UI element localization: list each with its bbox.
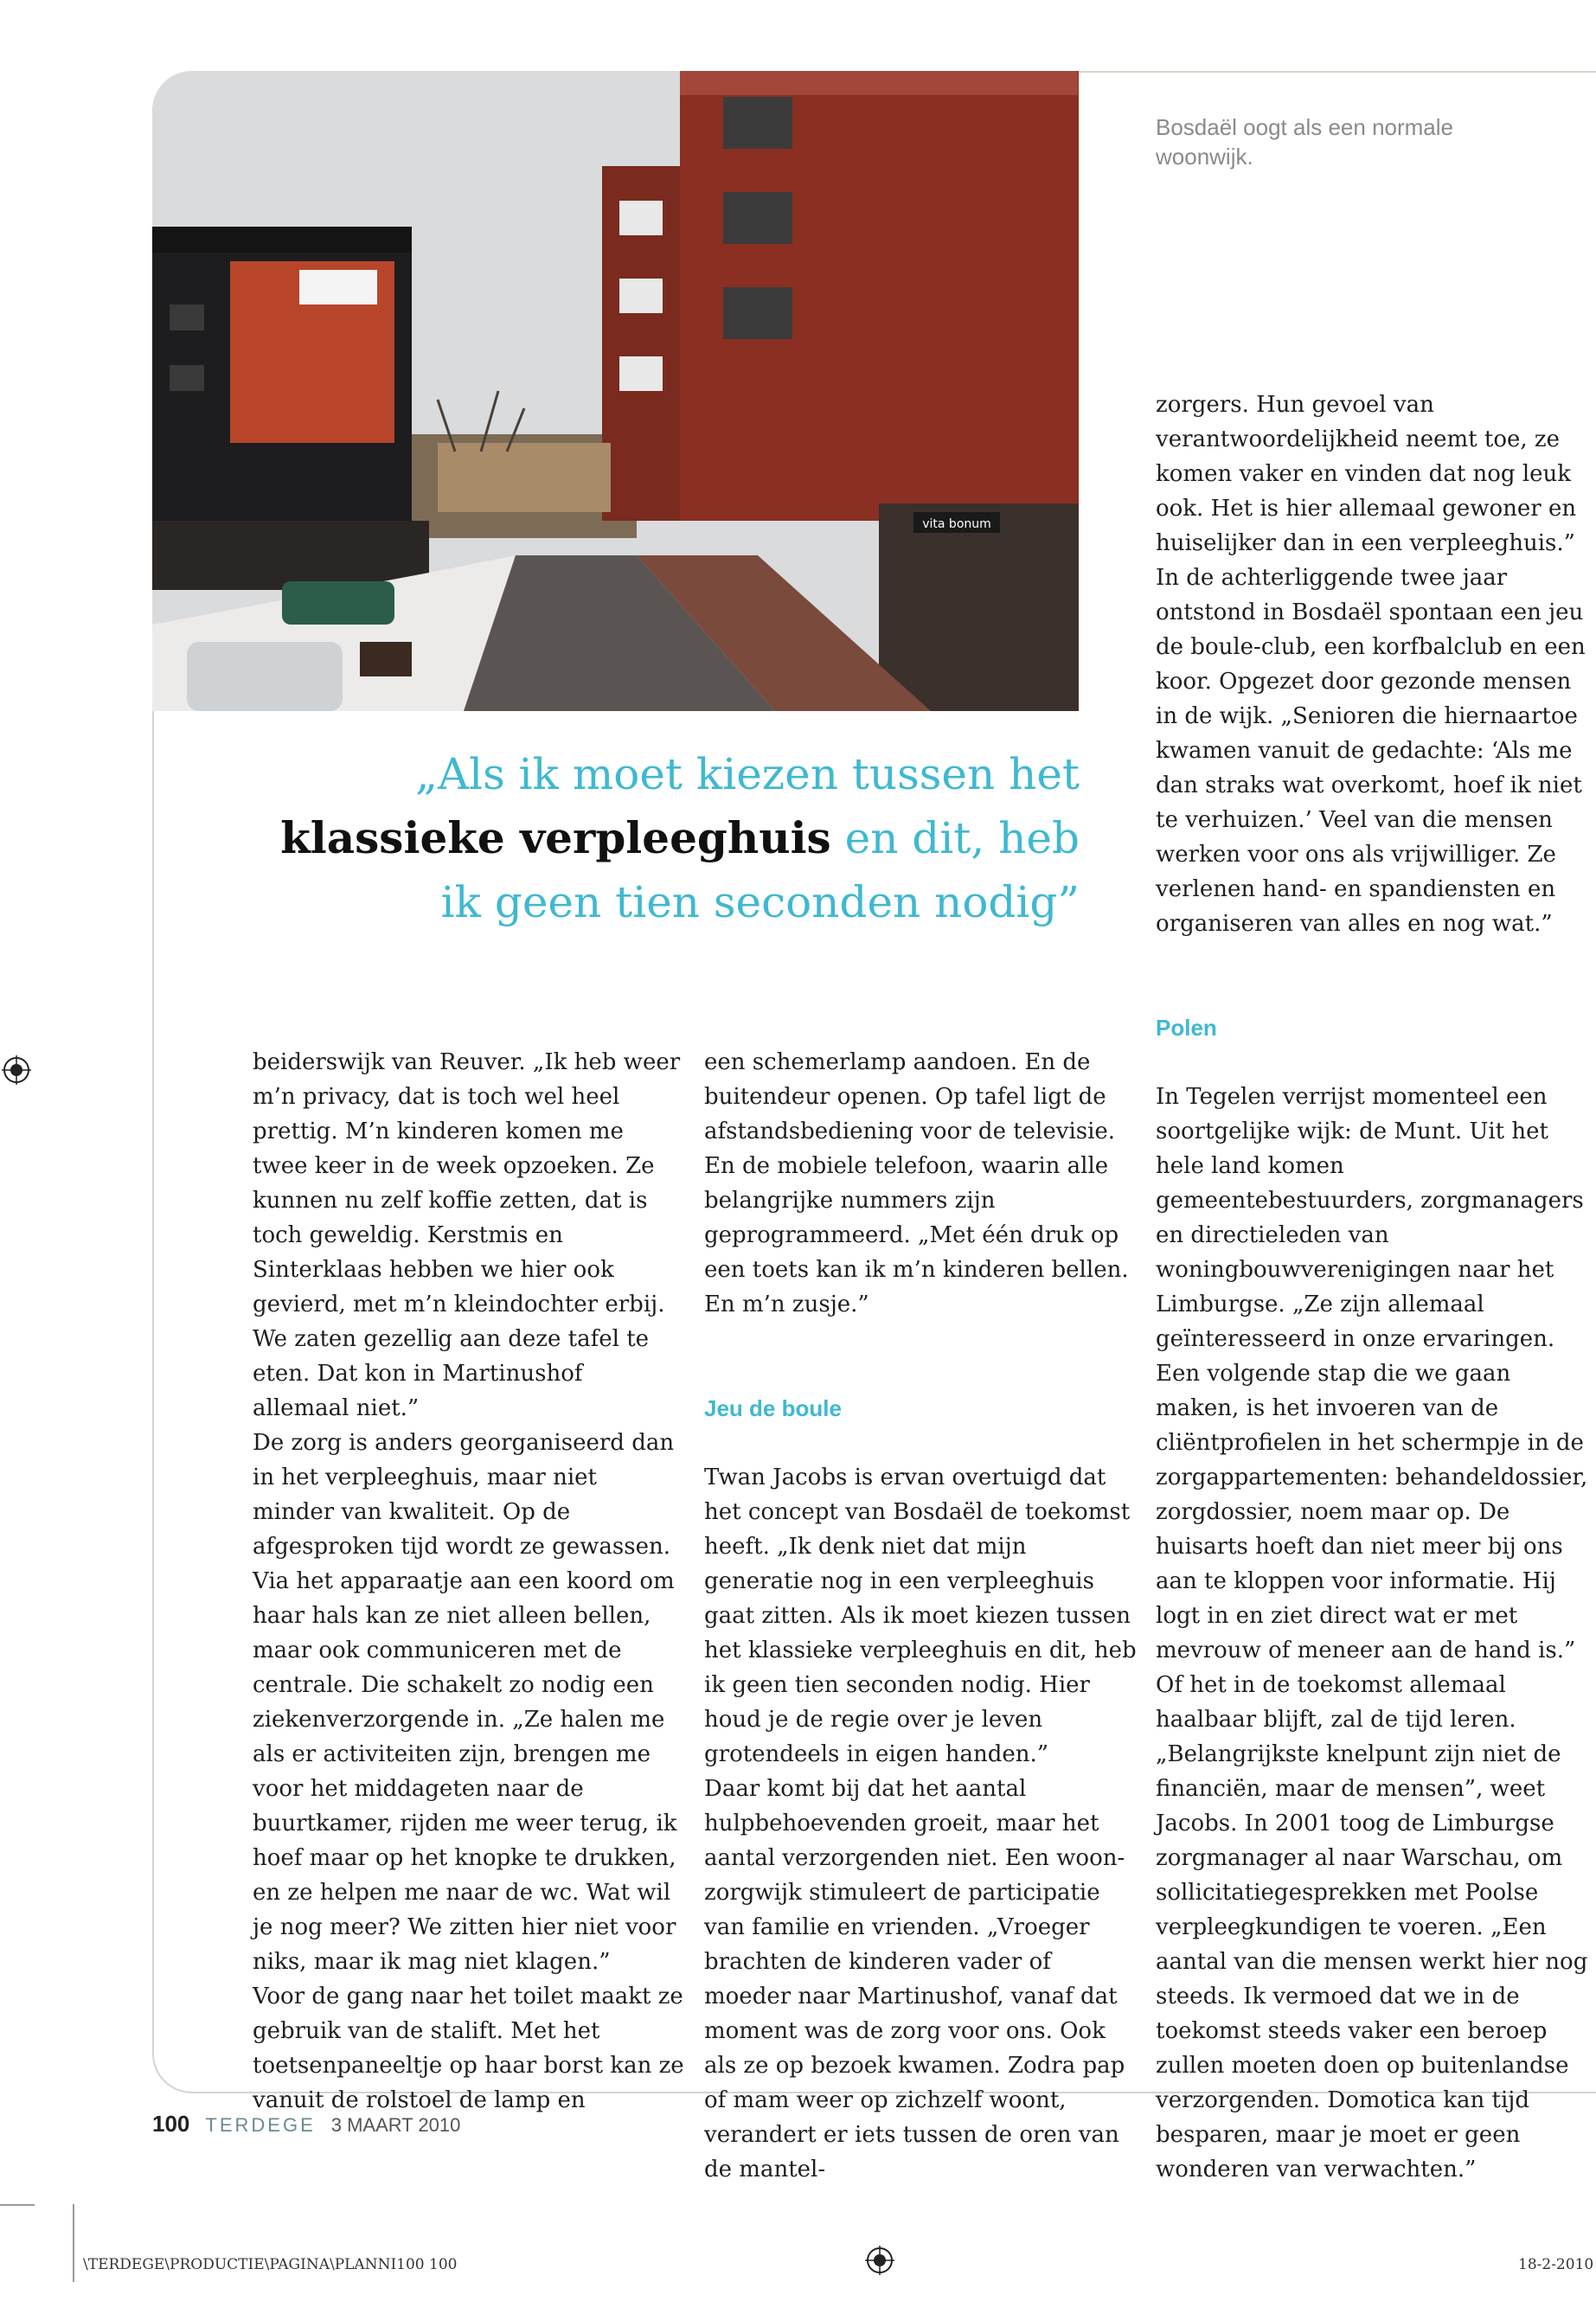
photo-caption: Bosdaël oogt als een normale woonwijk. (1156, 114, 1454, 170)
column-3-body: In Tegelen verrijst momenteel een soortgelijke wijk: de Munt. Uit het hele land komen gemeentebestuurders, zorgmanagers en directieleden van woningbouwverenigingen naar het Limburgse. „Ze zijn allemaal geïnteresseerd in onze ervaringen. Een volgende stap die we gaan maken, is het invoeren van de cliëntprofielen in het schermpje in de zorgappartementen: behandeldossier, zorgdossier, noem maar op. De huisarts hoeft dan niet meer bij ons aan te kloppen voor informatie. Hij logt in en ziet direct wat er met mevrouw of meneer aan de hand is.” Of het in de toekomst allemaal haalbaar blijft, zal de tijd leren. „Belangrijkste knelpunt zijn niet de financiën, maar de mensen”, weet Jacobs. In 2001 toog de Limburgse zorgmanager al naar Warschau, om sollicitatiegesprekken met Poolse verpleegkundigen te voeren. „Een aantal van die mensen werkt hier nog steeds. Ik vermoed dat we in de toekomst steeds vaker een beroep zullen moeten doen op buitenlandse verzorgenden. Domotica kan tijd besparen, maar je moet er geen wonderen van verwachten.” (1156, 1084, 1588, 2182)
street-photo (152, 71, 1079, 711)
pull-quote-line-1: „Als ik moet kiezen tussen het (415, 749, 1080, 799)
pull-quote-line-3: ik geen tien seconden nodig” (440, 877, 1080, 927)
crop-mark (0, 2204, 35, 2206)
shop-sign: vita bonum (922, 517, 991, 531)
issue-date: 3 MAART 2010 (330, 2114, 461, 2136)
magazine-name: TERDEGE (205, 2114, 316, 2136)
column-2-intro: een schemerlamp aandoen. En de buitendeur openen. Op tafel ligt de afstandsbediening voor de televisie. En de mobiele telefoon, waarin alle belangrijke nummers zijn geprogrammeerd. „Met één druk op een toets kan ik m’n kinderen bellen. En m’n zusje.” (704, 1049, 1129, 1317)
column-2-body: Twan Jacobs is ervan overtuigd dat het concept van Bosdaël de toekomst heeft. „Ik denk niet dat mijn generatie nog in een verpleeghuis gaat zitten. Als ik moet kiezen tussen het klassieke verpleeghuis en dit, heb ik geen tien seconden nodig. Hier houd je de regie over je leven grotendeels in eigen handen.” Daar komt bij dat het aantal hulpbehoevenden groeit, maar het aantal verzorgenden niet. Een woon-zorgwijk stimuleert de participatie van familie en vrienden. „Vroeger brachten de kinderen vader of moeder naar Martinushof, vanaf dat moment was de zorg voor ons. Ook als ze op bezoek kwamen. Zodra pap of mam weer op zichzelf woont, verandert er iets tussen de oren van de mantel- (704, 1465, 1137, 2182)
section-heading-jeu-de-boule: Jeu de boule (704, 1395, 842, 1421)
article-column-2 (704, 1010, 1137, 2221)
page-number: 100 (152, 2111, 190, 2137)
print-slug-date: 18-2-2010 (1518, 2256, 1594, 2273)
crop-mark (73, 2204, 74, 2282)
pull-quote (277, 742, 1080, 934)
pull-quote-part-2: en dit, heb (844, 813, 1080, 863)
article-column-3 (1156, 353, 1588, 2221)
column-1-text: beiderswijk van Reuver. „Ik heb weer m’n privacy, dat is toch wel heel prettig. M’n kinderen komen me twee keer in de week opzoeken. Ze kunnen nu zelf koffie zetten, dat is toch geweldig. Kerstmis en Sinterklaas hebben we hier ook gevierd, met m’n kleindochter erbij. We zaten gezellig aan deze tafel te eten. Dat kon in Martinushof allemaal niet.” De zorg is anders georganiseerd dan in het verpleeghuis, maar niet minder van kwaliteit. Op de afgesproken tijd wordt ze gewassen. Via het apparaatje aan een koord om haar hals kan ze niet alleen bellen, maar ook communiceren met de centrale. Die schakelt zo nodig een ziekenverzorgende in. „Ze halen me als er activiteiten zijn, brengen me voor het middageten naar de buurtkamer, rijden me weer terug, ik hoef maar op het knopke te drukken, en ze helpen me naar de wc. Wat wil je nog meer? We zitten hier niet voor niks, maar ik mag niet klagen.” Voor de gang naar het toilet maakt ze gebruik van de stalift. Met het toetsenpaneeltje op haar borst kan ze vanuit de rolstoel de lamp en (253, 1049, 684, 2113)
section-heading-polen: Polen (1156, 1015, 1217, 1041)
registration-mark-icon (2, 1055, 31, 1085)
print-slug-path: \TERDEGE\PRODUCTIE\PAGINA\PLANNI100 100 (83, 2256, 458, 2273)
pull-quote-line-2 (277, 806, 1080, 870)
column-3-intro: zorgers. Hun gevoel van verantwoordelijkheid neemt toe, ze komen vaker en vinden dat nog leuk ook. Het is hier allemaal gewoner en huiselijker dan in een verpleeghuis.” In de achterliggende twee jaar ontstond in Bosdaël spontaan een jeu de boule-club, een korfbalclub en een koor. Opgezet door gezonde mensen in de wijk. „Senioren die hiernaartoe kwamen vanuit de gedachte: ‘Als me dan straks wat overkomt, hoef ik niet te verhuizen.’ Veel van die mensen werken voor ons als vrijwilliger. Ze verlenen hand- en spandiensten en organiseren van alles en nog wat.” (1156, 392, 1586, 937)
pull-quote-emphasis: klassieke verpleeghuis (280, 812, 831, 863)
page-footer (152, 2111, 460, 2138)
registration-mark-icon (865, 2246, 894, 2275)
article-column-1 (253, 1010, 685, 2152)
